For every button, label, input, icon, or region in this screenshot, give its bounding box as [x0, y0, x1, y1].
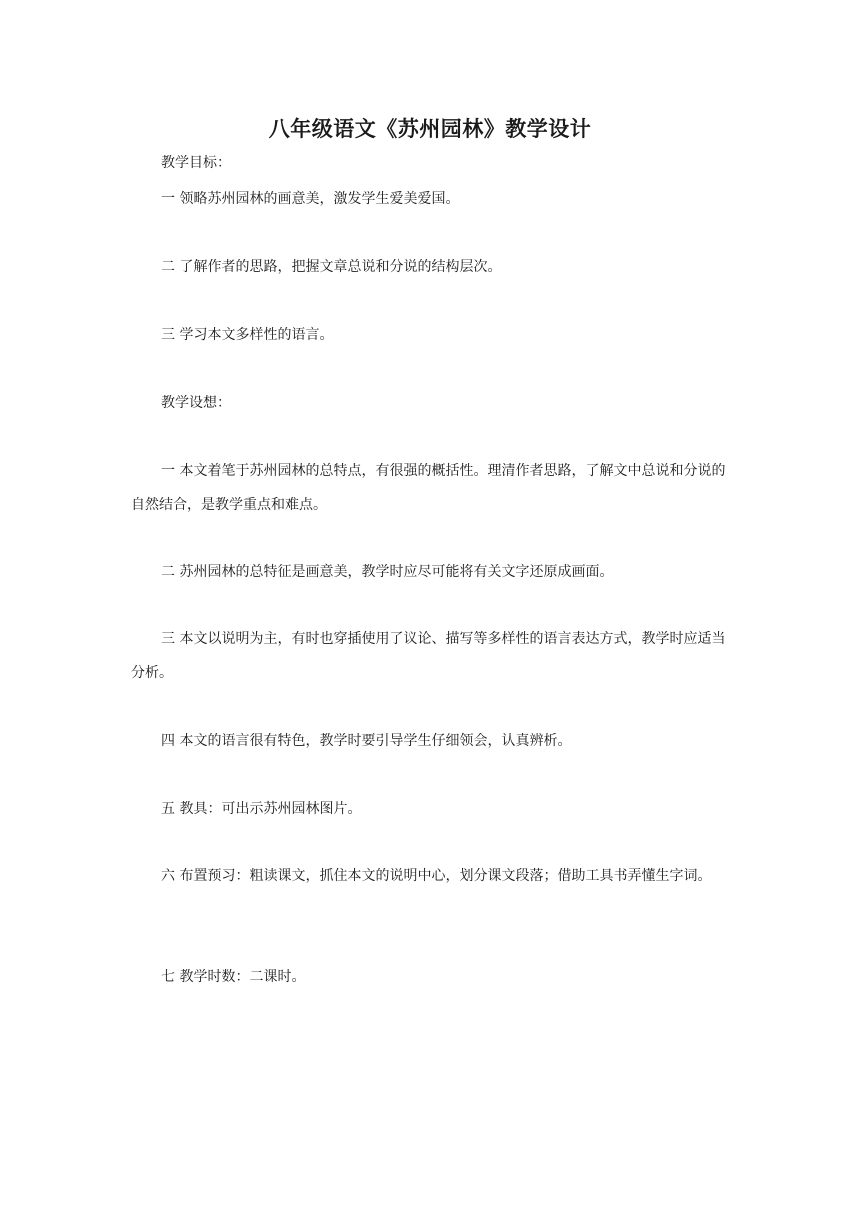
- goal-item-3: 三 学习本文多样性的语言。: [161, 327, 334, 343]
- design-item-2: 二 苏州园林的总特征是画意美，教学时应尽可能将有关文字还原成画面。: [161, 564, 614, 580]
- design-item-4: 四 本文的语言很有特色，教学时要引导学生仔细领会，认真辨析。: [161, 733, 572, 749]
- design-item-1: 一 本文着笔于苏州园林的总特点，有很强的概括性。理清作者思路，了解文中总说和分说的自然结合，是教学重点和难点。: [131, 463, 726, 513]
- design-item-5: 五 教具：可出示苏州园林图片。: [161, 801, 362, 817]
- goal-item-1: 一 领略苏州园林的画意美，激发学生爱美爱国。: [161, 191, 460, 207]
- design-item-6: 六 布置预习：粗读课文，抓住本文的说明中心，划分课文段落；借助工具书弄懂生字词。: [161, 868, 712, 884]
- document-title: 八年级语文《苏州园林》教学设计: [268, 116, 592, 141]
- design-heading: 教学设想：: [161, 395, 231, 411]
- design-item-7: 七 教学时数：二课时。: [161, 969, 306, 985]
- goals-heading: 教学目标：: [161, 155, 231, 171]
- design-item-3: 三 本文以说明为主，有时也穿插使用了议论、描写等多样性的语言表达方式，教学时应适当分析。: [131, 631, 726, 681]
- goal-item-2: 二 了解作者的思路，把握文章总说和分说的结构层次。: [161, 259, 502, 275]
